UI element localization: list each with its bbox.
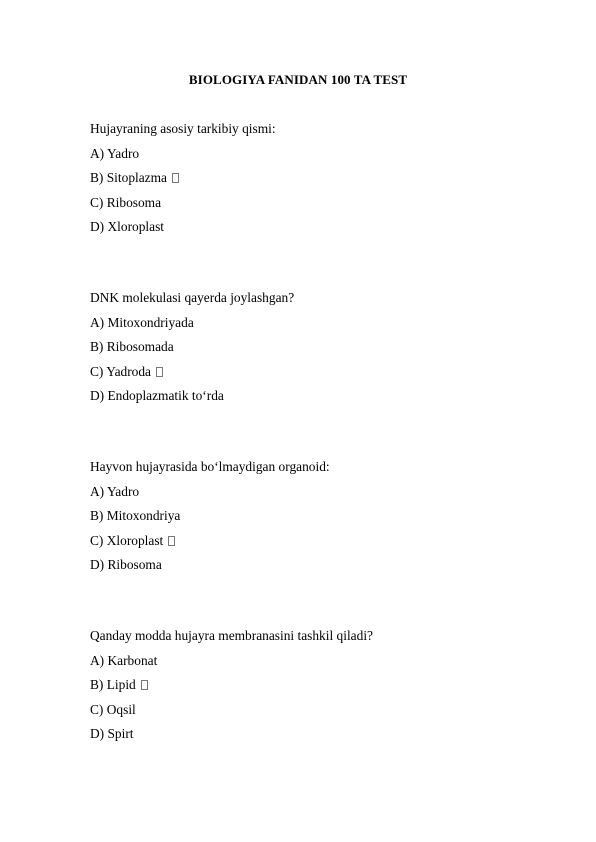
answer-option-label: D) Endoplazmatik to‘rda [90,388,224,403]
answer-option-correct [90,533,530,558]
question-text: DNK molekulasi qayerda joylashgan? [90,290,295,305]
answer-option [90,339,530,364]
answer-option-label: B) Lipid [90,677,136,692]
missing-glyph-box-icon [172,173,179,183]
answer-option [90,484,530,509]
answer-option-label: D) Spirt [90,726,134,741]
answer-option-label: A) Mitoxondriyada [90,314,194,330]
missing-glyph-box-icon [168,536,175,546]
answer-option-correct [90,677,530,702]
answer-option [90,726,530,751]
question-block [90,290,530,413]
question-block [90,628,530,751]
document-title: BIOLOGIYA FANIDAN 100 TA TEST [188,72,408,87]
answer-option-label: C) Yadroda [90,363,152,379]
answer-option [90,508,530,533]
question-block [90,121,530,244]
answer-option [90,653,530,678]
answer-option-label: D) Ribosoma [90,557,162,572]
answer-option [90,388,530,413]
question-block [90,459,530,582]
question-text: Hayvon hujayrasida bo‘lmaydigan organoid: [90,459,330,474]
question-text: Qanday modda hujayra membranasini tashkil qiladi? [90,628,373,643]
answer-option-label: C) Xloroplast [90,532,164,548]
answer-option-label: A) Karbonat [90,652,158,668]
answer-option [90,702,530,727]
answer-option [90,146,530,171]
missing-glyph-box-icon [156,367,163,377]
answer-option [90,315,530,340]
answer-option [90,195,530,220]
answer-option-label: A) Yadro [90,483,140,499]
answer-option [90,557,530,582]
answer-option-correct [90,170,530,195]
answer-option-label: B) Sitoplazma [90,170,167,185]
answer-option-label: C) Ribosoma [90,194,162,210]
answer-option-label: A) Yadro [90,145,140,161]
answer-option [90,219,530,244]
answer-option-label: B) Mitoxondriya [90,508,181,523]
question-text: Hujayraning asosiy tarkibiy qismi: [90,121,276,136]
answer-option-correct [90,364,530,389]
missing-glyph-box-icon [141,680,148,690]
answer-option-label: C) Oqsil [90,701,136,717]
answer-option-label: B) Ribosomada [90,339,174,354]
answer-option-label: D) Xloroplast [90,219,165,234]
